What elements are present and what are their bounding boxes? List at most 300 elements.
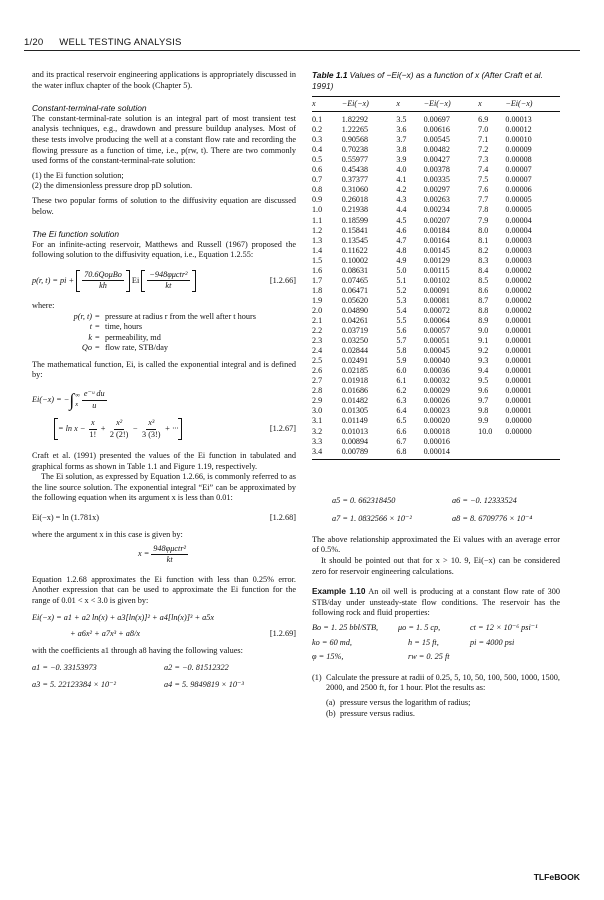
definition-row: Qo = flow rate, STB/day [32, 343, 296, 354]
table-cell: 10.0 [478, 426, 493, 436]
table-cell: 1.2 [312, 225, 323, 235]
equation-number: [1.2.67] [269, 423, 296, 433]
table-cell: 2.7 [312, 376, 323, 386]
table-cell: 0.9 [312, 195, 323, 205]
table-cell: 3.1 [312, 416, 323, 426]
table-cell: 0.00007 [505, 175, 532, 185]
table-cell: 0.31060 [341, 185, 369, 195]
table-cell: 8.2 [478, 245, 489, 255]
table-cell: 0.00000 [505, 416, 532, 426]
table-cell: 0.00207 [423, 215, 450, 225]
table-row [312, 416, 560, 426]
table-cell: 8.7 [478, 295, 489, 305]
table-cell: 2.0 [312, 305, 323, 315]
definition-text: flow rate, STB/day [105, 343, 169, 353]
table-cell: 3.0 [312, 406, 323, 416]
list-item: (2) the dimensionless pressure drop pD solution. [32, 181, 193, 191]
table-cell: 7.6 [478, 185, 489, 195]
table-cell: 0.15841 [341, 225, 369, 235]
table-cell: 5.1 [396, 275, 407, 285]
fraction [108, 418, 131, 440]
denominator: u [92, 400, 97, 410]
table-cell: 0.00002 [505, 275, 532, 285]
solution-forms-list [32, 171, 296, 192]
denominator: 3 (3!) [142, 429, 161, 439]
table-cell: 0.00002 [505, 305, 532, 315]
table-cell: 0.10002 [341, 255, 369, 265]
table-cell [478, 447, 505, 460]
table-cell: 0.00115 [423, 265, 450, 275]
table-cell: 8.1 [478, 235, 489, 245]
table-cell: 8.5 [478, 275, 489, 285]
series-start: = ln x − [58, 423, 86, 433]
table-cell: 0.37377 [341, 175, 369, 185]
table-cell: 6.4 [396, 406, 407, 416]
table-cell: 0.01686 [341, 386, 369, 396]
table-cell: 0.00184 [423, 225, 450, 235]
table-cell: 0.00001 [505, 406, 532, 416]
table-row [312, 356, 560, 366]
integral [69, 391, 80, 409]
table-cell: 0.00482 [423, 145, 450, 155]
table-row [312, 226, 560, 236]
table-cell: 5.6 [396, 326, 407, 336]
table-cell: 0.00427 [423, 155, 450, 165]
table-cell: 5.9 [396, 356, 407, 366]
table-cell: 4.9 [396, 255, 407, 265]
table-row [312, 437, 560, 447]
table-cell: 1.0 [312, 205, 323, 215]
table-cell: 0.2 [312, 125, 323, 135]
table-cell: 0.00081 [423, 295, 450, 305]
table-cell: 0.02844 [341, 346, 369, 356]
column-header: −Ei(−x) [424, 97, 479, 112]
table-cell: 0.00000 [505, 426, 532, 436]
table-row [312, 306, 560, 316]
table-cell: 5.0 [396, 265, 407, 275]
definition-symbol: t [89, 322, 92, 332]
table-cell: 2.3 [312, 336, 323, 346]
zero-note-paragraph: It should be pointed out that for x > 10. 9, Ei(−x) can be considered zero for reservoir engineering calculations. [312, 556, 560, 576]
table-cell: 2.5 [312, 356, 323, 366]
list-label: (a) [326, 697, 336, 707]
table-cell: 0.00072 [423, 305, 450, 315]
table-cell: 0.04261 [341, 315, 369, 325]
table-cell: 3.4 [312, 447, 342, 460]
table-cell: 3.9 [396, 155, 407, 165]
table-cell: 3.2 [312, 426, 323, 436]
example-text: An oil well is producing at a constant flow rate of 300 STB/day under unsteady-state flow conditions. The reservoir has the following rock and fluid properties: [312, 587, 560, 618]
table-cell: 5.3 [396, 295, 407, 305]
table-row [312, 447, 560, 460]
argument-paragraph: where the argument x in this case is given by: [32, 530, 183, 540]
running-title: WELL TESTING ANALYSIS [59, 37, 182, 48]
table-cell: 5.4 [396, 305, 407, 315]
table-cell: 0.08631 [341, 265, 369, 275]
table-cell: 9.9 [478, 416, 489, 426]
table-cell: 4.1 [396, 175, 407, 185]
table-cell: 0.07465 [341, 275, 369, 285]
equation-number: [1.2.68] [269, 512, 296, 522]
approximation-error-paragraph: The above relationship approximated the Ei values with an average error of 0.5%. [312, 534, 560, 555]
table-row [312, 346, 560, 356]
table-cell: 0.00013 [505, 115, 532, 125]
table-cell: 9.2 [478, 346, 489, 356]
section-heading-ei-function: The Ei function solution [32, 229, 120, 240]
table-cell: 0.00016 [423, 436, 450, 446]
table-row [312, 145, 560, 155]
table-row [312, 286, 560, 296]
table-cell: 7.1 [478, 135, 489, 145]
table-cell: 5.5 [396, 315, 407, 325]
list-item [312, 673, 560, 694]
table-cell: 4.8 [396, 245, 407, 255]
definition-list [32, 312, 296, 354]
definition-symbol: k [88, 332, 92, 342]
table-cell: 9.4 [478, 366, 489, 376]
table-cell: 0.00012 [505, 125, 532, 135]
table-row [312, 296, 560, 306]
table-cell: 0.00263 [423, 195, 450, 205]
table-label: Table 1.1 [312, 70, 348, 80]
table-cell: 0.7 [312, 175, 323, 185]
table-cell: 0.01149 [341, 416, 368, 426]
example-title: Example 1.10 [312, 587, 366, 597]
left-column [32, 70, 296, 690]
fraction [82, 389, 107, 411]
table-row [312, 266, 560, 276]
table-cell: 8.6 [478, 285, 489, 295]
table-cell: 4.0 [396, 165, 407, 175]
table-cell: 0.6 [312, 165, 323, 175]
ei-line-source-paragraph: The Ei solution, as expressed by Equation 1.2.66, is commonly referred to as the line source solution. The exponential integral “Ei” can be approximated by the following equation when its argument x is less than 0.01: [32, 472, 296, 503]
definition-row: k = permeability, md [32, 333, 296, 344]
eq-lhs: Ei(−x) = − [32, 394, 70, 404]
coefficient: a3 = 5. 22123384 × 10⁻² [32, 679, 116, 689]
table-cell: 2.2 [312, 326, 323, 336]
table-cell: 0.00335 [423, 175, 450, 185]
table-cell: 0.00009 [505, 145, 532, 155]
equation-1-2-67-integral [32, 385, 296, 415]
constant-rate-paragraph: The constant-terminal-rate solution is an integral part of most transient test analysis techniques, e.g., drawdown and pressure buildup analyses. Most of these tests involve producing the well at a constant flow rate and recording the flowing pressure as a function of time, i.e., p(rw, t). There are two commonly used forms of the constant-terminal-rate solution: [32, 113, 296, 166]
table-cell: 6.6 [396, 426, 407, 436]
table-cell: 0.00003 [505, 235, 532, 245]
list-text: pressure versus the logarithm of radius; [340, 697, 471, 707]
coefficient-row [312, 496, 560, 507]
list-label: (1) [312, 672, 322, 682]
table-cell: 6.9 [478, 115, 489, 125]
fraction [151, 544, 188, 566]
table-cell: 2.1 [312, 315, 323, 325]
table-cell: 8.4 [478, 265, 489, 275]
table-cell: 0.21938 [341, 205, 369, 215]
table-cell: 0.00020 [423, 416, 450, 426]
numerator: 948φμctr² [151, 544, 188, 556]
table-cell: 0.00023 [423, 406, 450, 416]
table-cell: 8.3 [478, 255, 489, 265]
property: Bo = 1. 25 bbl/STB, [312, 622, 379, 632]
table-header-row [312, 97, 560, 112]
property: ko = 60 md, [312, 637, 352, 647]
table-cell: 0.00045 [423, 346, 450, 356]
table-row [312, 406, 560, 416]
property-row [312, 638, 560, 649]
table-cell: 0.00001 [505, 376, 532, 386]
table-cell: 0.00007 [505, 165, 532, 175]
ei-solution-intro: For an infinite-acting reservoir, Matthews and Russell (1967) proposed the following solution to the diffusivity equation, i.e., Equation 1.2.55: [32, 239, 296, 260]
table-cell: 2.4 [312, 346, 323, 356]
equation-text: Ei(−x) = a1 + a2 ln(x) + a3[ln(x)]² + a4[ln(x)]³ + a5x [32, 613, 214, 623]
coefficient: a1 = −0. 33153973 [32, 663, 97, 672]
coefficient: a4 = 5. 9849819 × 10⁻³ [164, 679, 244, 689]
coefficient: a2 = −0. 81512322 [164, 663, 229, 672]
column-header: x [312, 97, 342, 112]
table-cell: 0.8 [312, 185, 323, 195]
table-cell: 0.4 [312, 145, 323, 155]
table-row [312, 376, 560, 386]
list-item [326, 698, 560, 709]
table-cell: 0.00005 [505, 195, 532, 205]
numerator: x³ [146, 418, 156, 430]
property: h = 15 ft, [408, 637, 439, 647]
table-cell: 0.26018 [341, 195, 369, 205]
series-tail: + ··· [164, 423, 179, 433]
table-cell: 1.6 [312, 265, 323, 275]
table-cell [505, 437, 560, 447]
table-cell: 3.6 [396, 125, 407, 135]
table-cell: 0.00697 [423, 115, 450, 125]
table-cell: 0.00616 [423, 125, 450, 135]
table-cell: 1.4 [312, 245, 323, 255]
list-label: (b) [326, 708, 336, 718]
properties-block [312, 623, 560, 663]
table-row [312, 155, 560, 165]
table-cell: 0.01305 [341, 406, 369, 416]
table-cell: 7.3 [478, 155, 489, 165]
table-cell: 0.00064 [423, 315, 450, 325]
table-cell: 0.05620 [341, 295, 369, 305]
table-cell: 7.0 [478, 125, 489, 135]
table-cell: 0.00129 [423, 255, 450, 265]
table-cell: 9.1 [478, 336, 489, 346]
equation-1-2-67-series [32, 415, 296, 443]
denominator: 1! [89, 429, 97, 439]
table-cell: 4.3 [396, 195, 407, 205]
definition-row: t = time, hours [32, 322, 296, 333]
table-cell: 6.0 [396, 366, 407, 376]
table-cell: 0.00002 [505, 295, 532, 305]
page-number: 1/20 [24, 37, 44, 48]
table-cell: 1.7 [312, 275, 323, 285]
table-cell: 0.45438 [341, 165, 369, 175]
where-label: where: [32, 300, 55, 310]
eq-lhs: x = [137, 549, 150, 559]
property-row [312, 652, 560, 663]
table-cell: 0.00010 [505, 135, 532, 145]
two-forms-paragraph: These two popular forms of solution to the diffusivity equation are discussed below. [32, 195, 296, 216]
table-cell: 0.00091 [423, 285, 450, 295]
definition-symbol: p(r, t) [73, 311, 92, 321]
table-cell: 2.6 [312, 366, 323, 376]
table-cell: 5.8 [396, 346, 407, 356]
table-row [312, 112, 560, 126]
table-cell: 9.5 [478, 376, 489, 386]
list-item [326, 709, 560, 720]
list-text: pressure versus radius. [340, 708, 415, 718]
table-cell: 0.00057 [423, 326, 450, 336]
equation-1-2-66 [32, 267, 296, 295]
table-cell: 0.00014 [424, 447, 479, 460]
table-cell: 0.00545 [423, 135, 450, 145]
table-cell: 5.2 [396, 285, 407, 295]
table-cell: 4.4 [396, 205, 407, 215]
property: rw = 0. 25 ft [408, 652, 450, 662]
table-row [312, 396, 560, 406]
table-cell: 9.8 [478, 406, 489, 416]
table-cell: 0.3 [312, 135, 323, 145]
table-cell: 0.01013 [341, 426, 369, 436]
equation-number: [1.2.66] [269, 275, 296, 285]
table-cell: 2.8 [312, 386, 323, 396]
running-header [24, 37, 580, 51]
table-cell: 7.5 [478, 175, 489, 185]
table-cell: 8.8 [478, 305, 489, 315]
table-cell: 0.01482 [341, 396, 369, 406]
table-cell: 3.5 [396, 115, 407, 125]
task-list [312, 673, 560, 694]
table-cell: 0.00002 [505, 265, 532, 275]
table-cell: 6.1 [396, 376, 407, 386]
property: pi = 4000 psi [470, 637, 515, 647]
coefficient: a6 = −0. 12333524 [452, 495, 517, 505]
equation-number: [1.2.69] [269, 629, 296, 639]
coefficient: a8 = 8. 6709776 × 10⁻⁴ [452, 514, 533, 524]
table-cell: 0.00297 [423, 185, 450, 195]
table-cell: 3.8 [396, 145, 407, 155]
numerator: e⁻ᵘ du [82, 389, 107, 401]
integral-upper: ∞ [75, 392, 80, 400]
eq-lhs: p(r, t) = pi + [32, 275, 75, 285]
property: μo = 1. 5 cp, [398, 622, 441, 632]
coefficient: a5 = 0. 662318450 [332, 495, 396, 505]
bracket-group [76, 270, 130, 292]
property: ct = 12 × 10⁻⁶ psi⁻¹ [470, 622, 538, 632]
operator: − [132, 423, 138, 433]
coefficient-row [32, 663, 296, 674]
table-cell: 0.02491 [341, 356, 369, 366]
table-row [312, 386, 560, 396]
table-cell: 5.7 [396, 336, 407, 346]
coefficient-row [32, 680, 296, 691]
numerator: x² [114, 418, 124, 430]
numerator: −948φμctr² [147, 270, 189, 282]
table-cell: 0.00001 [505, 366, 532, 376]
table-cell: 0.18599 [341, 215, 369, 225]
table-row [312, 125, 560, 135]
numerator: x [89, 418, 97, 430]
table-cell: 0.00036 [423, 366, 450, 376]
definition-row: p(r, t) = pressure at radius r from the well after t hours [32, 312, 296, 323]
table-cell: 1.22265 [341, 125, 369, 135]
denominator: 2 (2!) [109, 429, 129, 439]
table-cell: 0.00234 [423, 205, 450, 215]
craft-paragraph: Craft et al. (1991) presented the values of the Ei function in tabulated and graphical forms as shown in Table 1.1 and Figure 1.19, respectively. [32, 451, 296, 471]
fraction [140, 418, 163, 440]
table-cell [478, 437, 505, 447]
table-cell: 0.11622 [341, 245, 368, 255]
table-cell: 9.6 [478, 386, 489, 396]
table-cell: 0.00029 [423, 386, 450, 396]
coefficient: a7 = 1. 0832566 × 10⁻² [332, 514, 412, 524]
intro-paragraph: and its practical reservoir engineering applications is appropriately discussed in the water influx chapter of the book (Chapter 5). [32, 70, 296, 90]
ei-definition-paragraph: The mathematical function, Ei, is called the exponential integral and is defined by: [32, 359, 296, 380]
numerator: 70.6QoμBo [82, 270, 124, 282]
table-cell: 0.00032 [423, 376, 450, 386]
property: φ = 15%, [312, 652, 344, 662]
footer-brand: TLFeBOOK [533, 872, 580, 882]
table-cell: 0.00145 [423, 245, 450, 255]
table-row [312, 326, 560, 336]
ei-symbol: Ei [131, 275, 140, 285]
equation-text: Ei(−x) = ln (1.781x) [32, 512, 100, 522]
table-cell: 0.00026 [423, 396, 450, 406]
table-cell: 6.5 [396, 416, 407, 426]
table-cell: 7.8 [478, 205, 489, 215]
table-cell: 0.00008 [505, 155, 532, 165]
table-cell: 0.00001 [505, 386, 532, 396]
integral-lower: x [75, 401, 79, 409]
table-cell: 0.03250 [341, 336, 369, 346]
table-row [312, 316, 560, 326]
section-heading-constant-rate: Constant-terminal-rate solution [32, 103, 147, 114]
table-cell: 8.0 [478, 225, 489, 235]
denominator: kt [165, 281, 172, 291]
bracket-group [54, 418, 182, 440]
table-row [312, 276, 560, 286]
table-cell: 0.02185 [341, 366, 369, 376]
approximation-paragraph: Equation 1.2.68 approximates the Ei function with less than 0.25% error. Another expression that can be used to approximate the Ei function for the range of 0.01 < x < 3.0 is given by: [32, 574, 296, 605]
table-cell: 0.00789 [342, 447, 397, 460]
table-cell: 0.00003 [505, 245, 532, 255]
table-cell: 0.1 [312, 115, 323, 125]
table-cell: 0.00003 [505, 255, 532, 265]
table-cell [505, 447, 560, 460]
header-rule [24, 50, 580, 51]
definition-text: permeability, md [105, 332, 161, 342]
table-cell: 9.3 [478, 356, 489, 366]
integral-sign: ∫ [69, 389, 75, 410]
table-row [312, 366, 560, 376]
coefficients-paragraph: with the coefficients a1 through a8 having the following values: [32, 646, 243, 656]
table-row [312, 216, 560, 226]
table-row [312, 246, 560, 256]
equation-x-definition [32, 541, 296, 569]
equation-text: + a6x² + a7x³ + a8/x [70, 629, 140, 639]
table-cell: 0.00051 [423, 336, 450, 346]
table-row [312, 165, 560, 175]
table-cell: 9.0 [478, 326, 489, 336]
column-header: −Ei(−x) [342, 97, 397, 112]
table-cell: 1.1 [312, 215, 323, 225]
equation-1-2-69-line2 [32, 628, 296, 640]
column-header: x [478, 97, 505, 112]
example-paragraph [312, 587, 560, 619]
denominator: kh [99, 281, 107, 291]
table-cell: 0.00164 [423, 235, 450, 245]
table-cell: 7.9 [478, 215, 489, 225]
table-cell: 0.55977 [341, 155, 369, 165]
table-cell: 2.9 [312, 396, 323, 406]
